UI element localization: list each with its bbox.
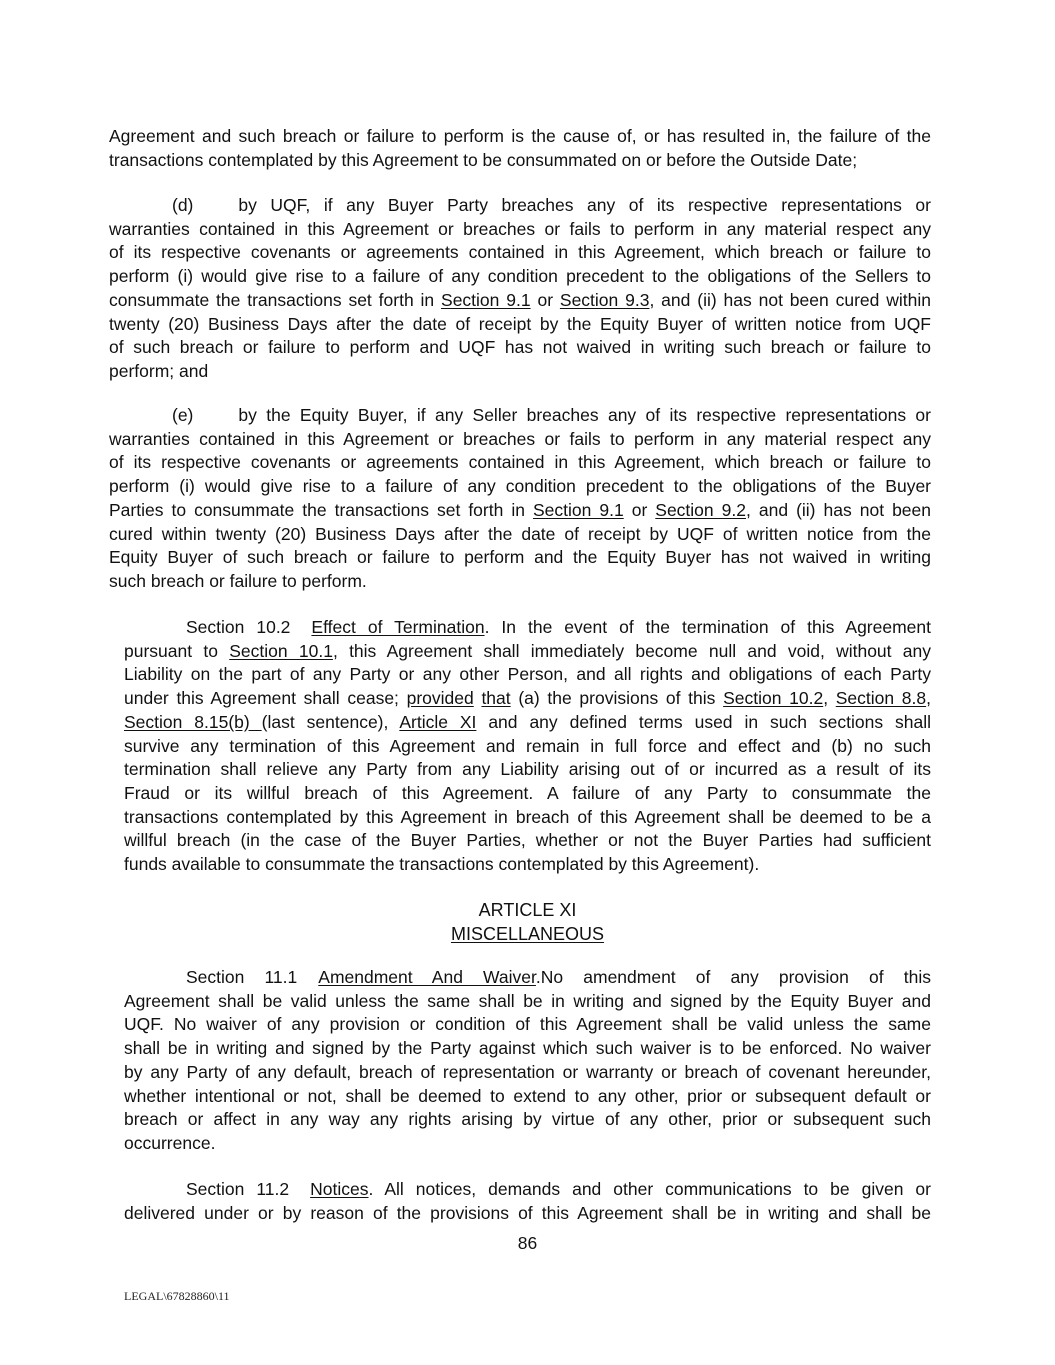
text-line: cured within twenty (20) Business Days after the date of receipt by UQF of written notice from the (109, 523, 931, 544)
text-fragment: consummate the transactions set forth in (109, 289, 442, 310)
text-fragment: (last sentence), (261, 711, 400, 732)
text-line: twenty (20) Business Days after the date of receipt by the Equity Buyer of written notice from UQF (109, 313, 931, 334)
text-fragment: pursuant to (124, 640, 230, 661)
text-fragment: , and (ii) has not been (746, 499, 932, 520)
text-fragment: , this Agreement shall immediately become null and void, without any (332, 640, 931, 661)
section-number: Section 11.2 (186, 1179, 290, 1199)
text-line (109, 194, 931, 218)
section-9-1-reference[interactable]: Section 9.1 (532, 499, 624, 520)
text-line (124, 966, 931, 990)
section-8-8-reference[interactable]: Section 8.8 (835, 688, 927, 709)
article-title: MISCELLANEOUS (450, 924, 605, 944)
text-line (109, 499, 931, 523)
text-fragment: Parties to consummate the transactions set forth in (109, 499, 533, 520)
text-line: by any Party of any default, breach of representation or warranty or breach of covenant hereunder, (124, 1061, 931, 1082)
section-9-1-reference[interactable]: Section 9.1 (441, 289, 531, 310)
provided-term: provided (406, 688, 474, 709)
text-line: perform; and (109, 360, 209, 381)
text-line: warranties contained in this Agreement or breaches or fails to perform in any material respect any (109, 218, 931, 239)
text-fragment: or (530, 289, 560, 310)
page-number: 86 (517, 1233, 538, 1253)
text-line: Equity Buyer of such breach or failure to perform and the Equity Buyer has not waived in writing (109, 547, 931, 568)
clause-text: by the Equity Buyer, if any Seller breaches any of its respective representations or (238, 405, 931, 425)
that-term: that (481, 688, 511, 709)
article-title-wrapper (0, 922, 1055, 946)
text-line: of its respective covenants or agreements contained in this Agreement, which breach or failure to (109, 242, 931, 263)
section-10-2-reference[interactable]: Section 10.2 (723, 688, 824, 709)
text-line (124, 640, 931, 664)
clause-text: by UQF, if any Buyer Party breaches any of its respective representations or (238, 195, 931, 215)
section-11-1 (124, 966, 931, 1156)
text-line: warranties contained in this Agreement or breaches or fails to perform in any material respect any (109, 428, 931, 449)
section-title: Effect of Termination (311, 617, 485, 637)
text-line (109, 289, 931, 313)
article-xi-reference[interactable]: Article XI (399, 711, 477, 732)
text-fragment: , (823, 688, 836, 709)
text-line: breach or affect in any way any rights arising by virtue of any other, prior or subsequent such (124, 1109, 931, 1130)
text-line (109, 404, 931, 428)
section-number: Section 10.2 (186, 617, 291, 637)
section-10-1-reference[interactable]: Section 10.1 (229, 640, 333, 661)
text-line: whether intentional or not, shall be deemed to extend to any other, prior or subsequent default or (124, 1085, 931, 1106)
text-fragment: . All notices, demands and other communications to be given or (368, 1179, 931, 1199)
text-fragment: , (926, 688, 932, 709)
text-line: transactions contemplated by this Agreement to be consummated on or before the Outside Date; (109, 149, 858, 170)
text-line: transactions contemplated by this Agreement in breach of this Agreement shall be deemed to be a (124, 806, 931, 827)
clause-marker: (e) (172, 405, 194, 425)
text-line: shall be in writing and signed by the Party against which such waiver is to be enforced. No waiver (124, 1038, 931, 1059)
section-9-3-reference[interactable]: Section 9.3 (559, 289, 650, 310)
text-fragment: (a) the provisions of this (510, 688, 724, 709)
text-line: termination shall relieve any Party from any Liability arising out of or incurred as a result of its (124, 759, 931, 780)
text-line: funds available to consummate the transactions contemplated by this Agreement). (124, 854, 760, 875)
clause-e (109, 404, 931, 594)
section-8-15b-reference[interactable]: Section 8.15(b) (124, 711, 262, 732)
section-11-2 (124, 1178, 931, 1225)
text-fragment: or (623, 499, 656, 520)
text-line: occurrence. (124, 1132, 216, 1153)
text-line: survive any termination of this Agreement and remain in full force and effect and (b) no such (124, 735, 931, 756)
text-fragment: , and (ii) has not been cured within (649, 289, 931, 310)
text-line: willful breach (in the case of the Buyer Parties, whether or not the Buyer Parties had sufficient (124, 830, 931, 851)
text-line: such breach or failure to perform. (109, 570, 367, 591)
text-line (124, 1178, 931, 1202)
text-line: perform (i) would give rise to a failure of any condition precedent to the obligations of the Buyer (109, 476, 931, 497)
text-line: of such breach or failure to perform and UQF has not waived in writing such breach or failure to (109, 337, 931, 358)
text-fragment: under this Agreement shall cease; (124, 688, 407, 709)
text-line: of its respective covenants or agreements contained in this Agreement, which breach or failure to (109, 452, 931, 473)
text-line: Liability on the part of any Party or any other Person, and all rights and obligations of each Party (124, 664, 931, 685)
text-line (124, 687, 931, 711)
text-fragment: . In the event of the termination of this Agreement (484, 617, 931, 637)
article-number: ARTICLE XI (478, 900, 577, 920)
section-title: Amendment And Waiver (318, 967, 536, 987)
text-line (124, 616, 931, 640)
section-9-2-reference[interactable]: Section 9.2 (655, 499, 746, 520)
text-line: delivered under or by reason of the provisions of this Agreement shall be in writing and shall be (124, 1202, 931, 1223)
text-line: Agreement and such breach or failure to perform is the cause of, or has resulted in, the failure of the (109, 126, 931, 146)
text-fragment: .No amendment of any provision of this (535, 967, 931, 987)
clause-d (109, 194, 931, 384)
section-number: Section 11.1 (186, 967, 298, 987)
text-line: Fraud or its willful breach of this Agreement. A failure of any Party to consummate the (124, 782, 931, 803)
section-10-2 (124, 616, 931, 877)
document-id-footer: LEGAL\67828860\11 (124, 1289, 230, 1303)
text-line: perform (i) would give rise to a failure of any condition precedent to the obligations of the Sellers to (109, 266, 931, 287)
text-line: Agreement shall be valid unless the same shall be in writing and signed by the Equity Buyer and (124, 990, 931, 1011)
text-line (124, 711, 931, 735)
section-title: Notices (310, 1179, 369, 1199)
clause-marker: (d) (172, 195, 194, 215)
paragraph-continuation (109, 125, 931, 172)
text-fragment: and any defined terms used in such sections shall (476, 711, 931, 732)
text-line: UQF. No waiver of any provision or condition of this Agreement shall be valid unless the same (124, 1014, 931, 1035)
